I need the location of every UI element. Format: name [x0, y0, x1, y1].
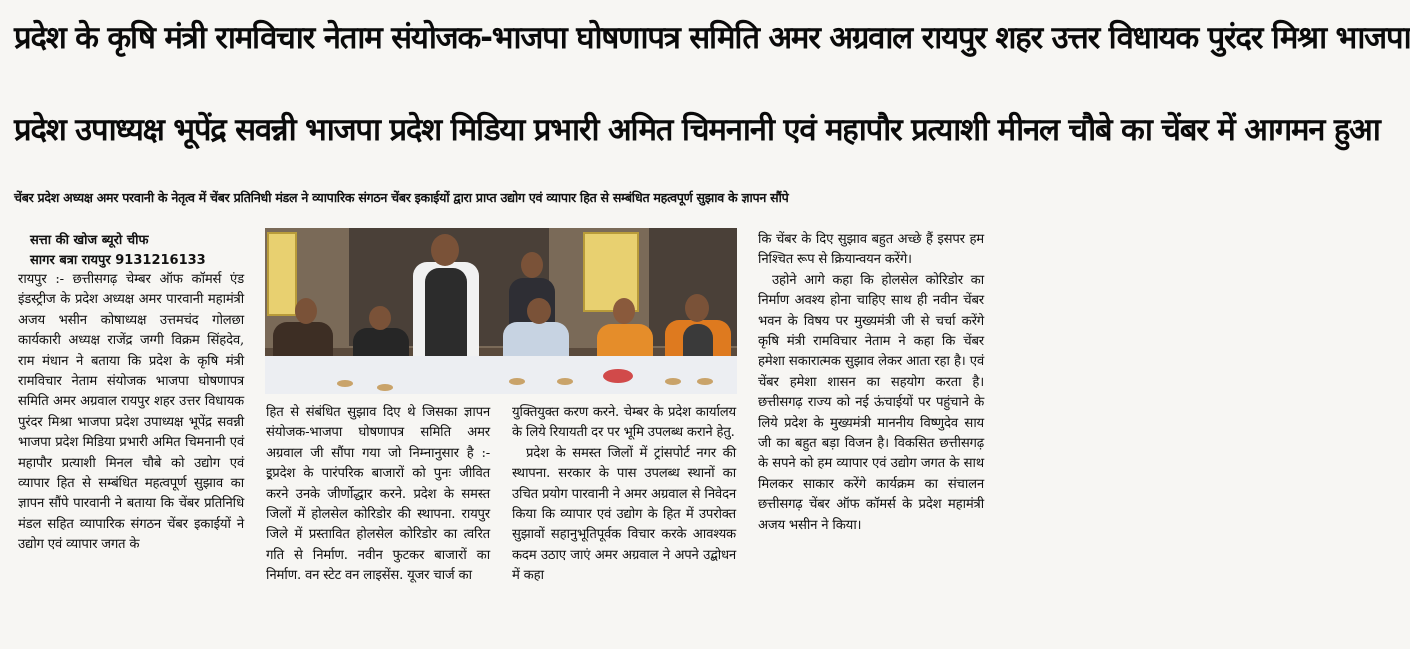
- column-2-text: हित से संबंधित सुझाव दिए थे जिसका ज्ञापन संयोजक-भाजपा घोषणापत्र समिति अमर अग्रवाल जी सौंपा गया जो निम्नानुसार है :- इ्रप्रदेश के पारंपरिक बाजारों को पुनः जीवित करने उनके जीर्णोद्धार करने. प्रदेश के समस्त जिलों में होलसेल कोरिडोर की स्थापना. रायपुर जिले में प्रस्तावित होलसेल कोरिडोर का त्वरित गति से निर्माण. नवीन फुटकर बाजारों का निर्माण. वन स्टेट वन लाइसेंस. यूजर चार्ज का: [266, 405, 490, 584]
- column-4-para-1: कि चेंबर के दिए सुझाव बहुत अच्छे हैं इसपर हम निश्चित रूप से क्रियान्वयन करेंगे।: [758, 232, 984, 268]
- article-column-4: [758, 230, 984, 638]
- subheadline: चेंबर प्रदेश अध्यक्ष अमर परवानी के नेतृत्व में चेंबर प्रतिनिधी मंडल ने व्यापारिक संगठन चेंबर इकाईयों द्वारा प्राप्त उद्योग एवं व्यापार हित से सम्बंधित महत्वपूर्ण सुझाव के ज्ञापन सौंपे: [14, 190, 789, 205]
- byline-reporter: सागर बत्रा रायपुर 9131216133: [30, 253, 206, 268]
- conference-table: [265, 356, 737, 394]
- news-photo: [265, 228, 737, 394]
- column-1-text: रायपुर :- छत्तीसगढ़ चेम्बर ऑफ कॉमर्स एंड इंडस्ट्रीज के प्रदेश अध्यक्ष अमर पारवानी महामंत्री अजय भसीन कोषाध्यक्ष उत्तमचंद गोलछा कार्यकारी अध्यक्ष राजेंद्र जग्गी विक्रम सिंहदेव, राम मंधान ने बताया कि प्रदेश के कृषि मंत्री रामविचार नेताम संयोजक भाजपा घोषणापत्र समिति अमर अग्रवाल रायपुर शहर उत्तर विधायक पुरंदर मिश्रा भाजपा प्रदेश उपाध्यक्ष भूपेंद्र सवन्नी भाजपा प्रदेश मिडिया प्रभारी अमित चिमनानी एवं महापौर प्रत्याशी मिनल चौबे को उद्योग एवं व्यापार हित से सम्बंधित महत्वपूर्ण सुझाव का ज्ञापन सौंपे पारवानी ने बताया कि चेंबर प्रतिनिधि मंडल सहित व्यापारिक संगठन चेंबर इकाईयों ने उद्योग एवं व्यापार जगत के: [18, 272, 244, 553]
- flower-bouquet: [603, 369, 633, 383]
- column-4-para-2: उहोने आगे कहा कि होलसेल कोरिडोर का निर्माण अवश्य होना चाहिए साथ ही नवीन चेंबर भवन के विषय पर मुख्यमंत्री जी से चर्चा करेंगे कृषि मंत्री रामविचार नेताम ने कहा कि चेंबर हमेशा सकारात्मक सुझाव लेकर आता रहा है। एवं चेंबर हमेशा शासन का सहयोग करता है। छत्तीसगढ़ राज्य को नई ऊंचाईयों पर पहुंचाने के लिये प्रदेश के मुख्यमंत्री माननीय विष्णुदेव साय जी का बहुत बड़ा विजन है। विकसित छत्तीसगढ़ के सपने को हम व्यापार एवं उद्योग जगत के साथ मिलकर साकार करेंगे कार्यक्रम का संचालन छत्तीसगढ़ चेंबर ऑफ कॉमर्स के प्रदेश महामंत्री अजय भसीन ने किया।: [758, 272, 984, 533]
- column-3-para-2: प्रदेश के समस्त जिलों में ट्रांसपोर्ट नगर की स्थापना. सरकार के पास उपलब्ध स्थानों का उचित प्रयोग पारवानी ने अमर अग्रवाल से निवेदन किया कि व्यापार एवं उद्योग के हित में उपरोक्त सुझावों सहानुभूतिपूर्वक विचार करके आवश्यक कदम उठाए जाएं अमर अग्रवाल ने अपने उद्बोधन में कहा: [512, 445, 736, 584]
- headline-line-2: प्रदेश उपाध्यक्ष भूपेंद्र सवन्नी भाजपा प्रदेश मिडिया प्रभारी अमित चिमनानी एवं महापौर प्रत्याशी मीनल चौबे का चेंबर में आगमन हुआ: [14, 112, 1380, 148]
- wall-poster-left: [267, 232, 297, 316]
- headline-line-1: प्रदेश के कृषि मंत्री रामविचार नेताम संयोजक-भाजपा घोषणापत्र समिति अमर अग्रवाल रायपुर शहर उत्तर विधायक पुरंदर मिश्रा भाजपा: [14, 20, 1410, 56]
- article-column-2: [266, 403, 490, 637]
- column-3-para-1: युक्तियुक्त करण करने. चेम्बर के प्रदेश कार्यालय के लिये रियायती दर पर भूमि उपलब्ध कराने हेतु.: [512, 405, 736, 441]
- byline-bureau: सत्ता की खोज ब्यूरो चीफ: [30, 233, 149, 248]
- article-column-3: [512, 403, 736, 637]
- article-column-1: [18, 270, 244, 640]
